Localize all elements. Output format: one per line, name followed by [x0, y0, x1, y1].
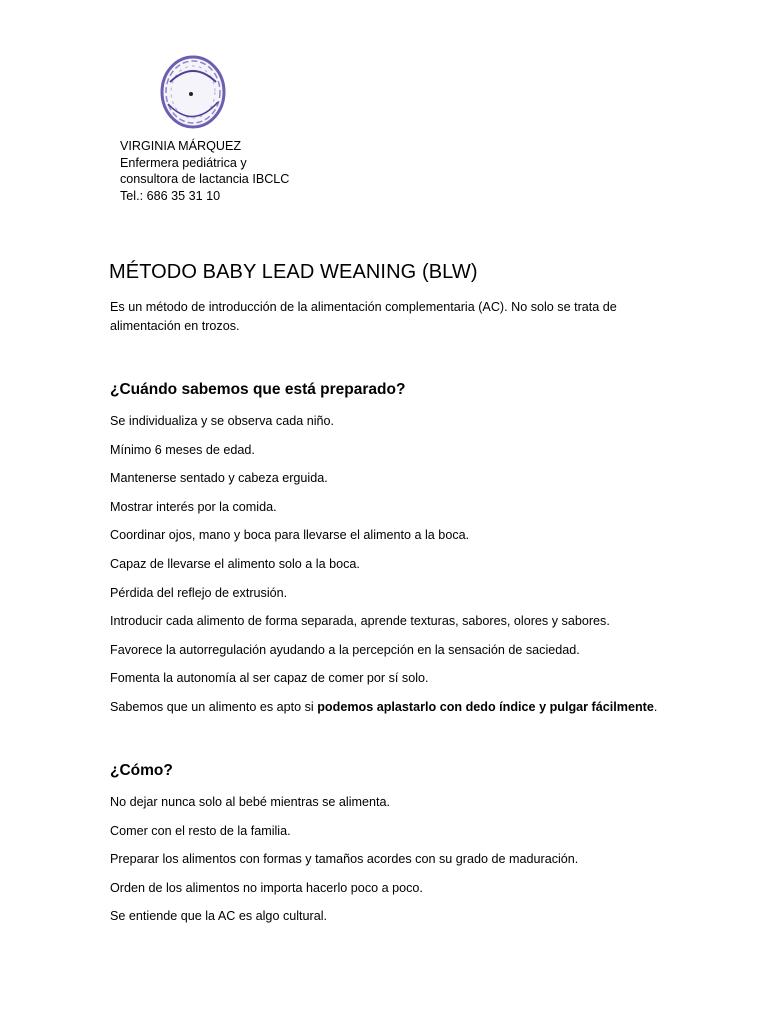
list-item: Se entiende que la AC es algo cultural. [110, 909, 328, 924]
list-item: Pérdida del reflejo de extrusión. [110, 585, 288, 600]
circular-logo-icon [156, 52, 230, 132]
document-title: MÉTODO BABY LEAD WEANING (BLW) [109, 261, 478, 283]
section-heading-readiness: ¿Cuándo sabemos que está preparado? [110, 381, 406, 398]
rule-prefix: Sabemos que un alimento es apto si [110, 699, 318, 714]
contact-name: VIRGINIA MÁRQUEZ [120, 139, 242, 153]
list-item: Capaz de llevarse el alimento solo a la boca. [110, 556, 360, 571]
list-item: Preparar los alimentos con formas y tamaños acordes con su grado de maduración. [110, 852, 579, 867]
list-item: Se individualiza y se observa cada niño. [110, 414, 335, 428]
contact-phone: Tel.: 686 35 31 10 [120, 188, 221, 203]
how-list [110, 793, 578, 936]
list-item: Coordinar ojos, mano y boca para llevarse el alimento a la boca. [110, 528, 470, 543]
list-item: Mínimo 6 meses de edad. [110, 442, 255, 457]
list-item: Fomenta la autonomía al ser capaz de comer por sí solo. [110, 671, 429, 686]
list-item: Comer con el resto de la familia. [110, 823, 291, 838]
contact-role-line2: consultora de lactancia IBCLC [120, 172, 290, 186]
section-heading-how: ¿Cómo? [110, 762, 173, 779]
readiness-list [110, 412, 657, 727]
list-item: Mostrar interés por la comida. [110, 499, 277, 514]
rule-bold-text: podemos aplastarlo con dedo índice y pulgar fácilmente [317, 699, 654, 714]
list-item: Favorece la autorregulación ayudando a la percepción en la sensación de saciedad. [110, 642, 580, 657]
rule-suffix: . [653, 699, 658, 714]
list-item: No dejar nunca solo al bebé mientras se alimenta. [110, 795, 391, 809]
list-item: Introducir cada alimento de forma separada, aprende texturas, sabores, olores y sabores. [110, 614, 610, 629]
list-item-mashable-rule [110, 698, 657, 727]
contact-role-line1: Enfermera pediátrica y [120, 155, 247, 170]
list-item: Orden de los alimentos no importa hacerlo poco a poco. [110, 880, 423, 895]
contact-block [120, 138, 289, 204]
intro-paragraph: Es un método de introducción de la alimentación complementaria (AC). No solo se trata de alimentación en trozos. [110, 300, 617, 333]
list-item: Mantenerse sentado y cabeza erguida. [110, 471, 328, 486]
